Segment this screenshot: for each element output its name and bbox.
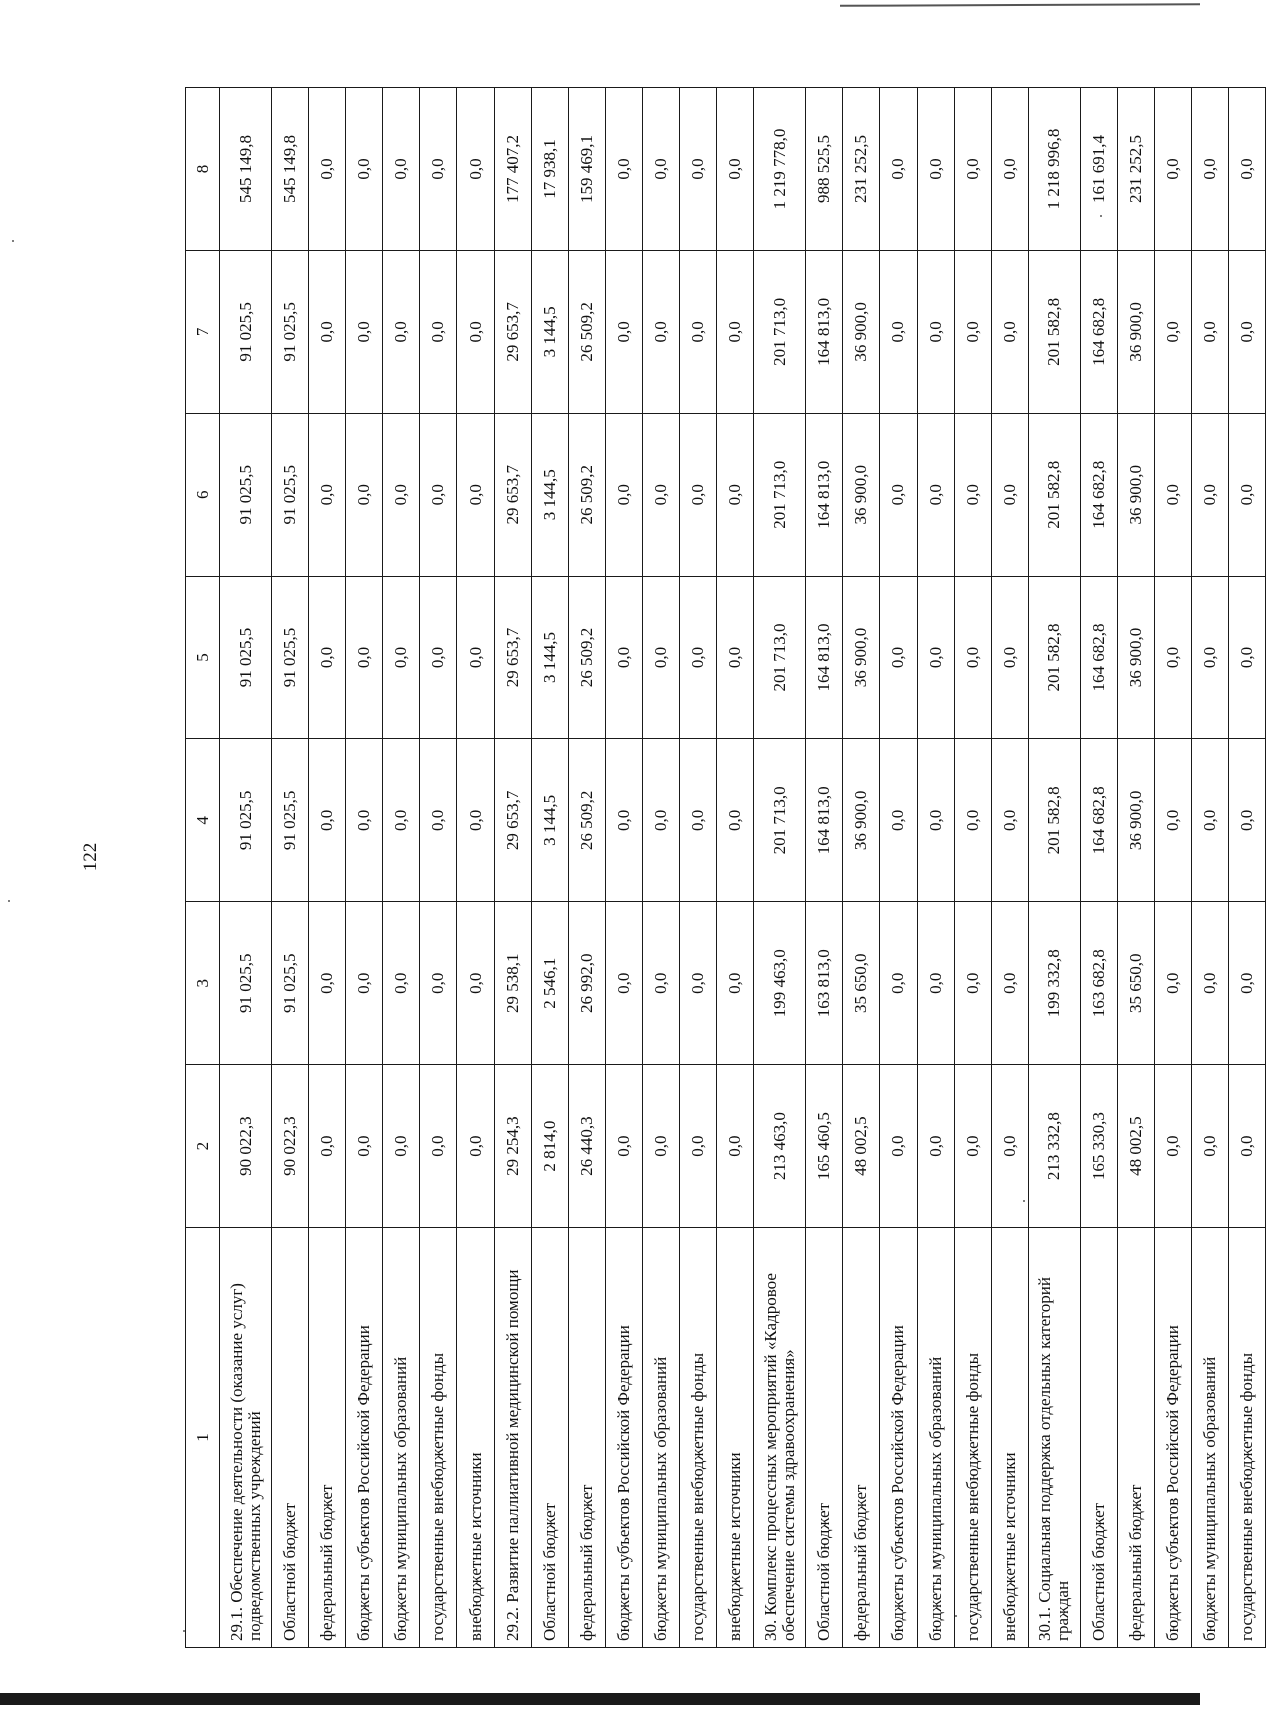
table-row [806,88,843,1648]
value-cell: 0,0 [1154,739,1191,902]
row-label: бюджеты субъектов Российской Федерации [1154,1228,1191,1648]
value-cell: 163 682,8 [1080,902,1117,1065]
value-cell: 0,0 [346,88,383,251]
value-cell: 3 144,5 [531,250,568,413]
table-row [420,88,457,1648]
value-cell: 35 650,0 [1117,902,1154,1065]
value-cell: 0,0 [880,250,917,413]
table-row [991,88,1028,1648]
row-label: внебюджетные источники [457,1228,494,1648]
value-cell: 0,0 [346,576,383,739]
value-cell: 164 682,8 [1080,250,1117,413]
value-cell: 0,0 [680,576,717,739]
value-cell: 0,0 [1192,739,1229,902]
value-cell: 91 025,5 [272,250,309,413]
value-cell: 0,0 [1154,576,1191,739]
row-label: Областной бюджет [1080,1228,1117,1648]
table-row [680,88,717,1648]
value-cell: 0,0 [1229,250,1266,413]
table-row [1154,88,1191,1648]
table-row [1028,88,1080,1648]
value-cell: 0,0 [642,739,679,902]
value-cell: 0,0 [717,739,754,902]
value-cell: 0,0 [880,1065,917,1228]
value-cell: 26 440,3 [568,1065,605,1228]
value-cell: 0,0 [917,1065,954,1228]
value-cell: 29 653,7 [494,576,531,739]
value-cell: 0,0 [383,1065,420,1228]
value-cell: 0,0 [954,902,991,1065]
value-cell: 0,0 [991,413,1028,576]
row-label: Областной бюджет [531,1228,568,1648]
row-label: федеральный бюджет [843,1228,880,1648]
value-cell: 161 691,4 [1080,88,1117,251]
table-row [880,88,917,1648]
value-cell: 0,0 [383,739,420,902]
row-label: 29.1. Обеспечение деятельности (оказание услуг) подведомственных учреждений [220,1228,272,1648]
value-cell: 0,0 [346,413,383,576]
value-cell: 90 022,3 [272,1065,309,1228]
value-cell: 0,0 [420,902,457,1065]
value-cell: 545 149,8 [272,88,309,251]
row-label: внебюджетные источники [991,1228,1028,1648]
row-label: федеральный бюджет [309,1228,346,1648]
value-cell: 164 682,8 [1080,739,1117,902]
value-cell: 0,0 [383,250,420,413]
value-cell: 0,0 [1229,1065,1266,1228]
value-cell: 0,0 [642,902,679,1065]
value-cell: 0,0 [1192,88,1229,251]
value-cell: 29 254,3 [494,1065,531,1228]
row-label: 29.2. Развитие паллиативной медицинской помощи [494,1228,531,1648]
value-cell: 177 407,2 [494,88,531,251]
value-cell: 165 330,3 [1080,1065,1117,1228]
value-cell: 3 144,5 [531,413,568,576]
value-cell: 0,0 [605,739,642,902]
value-cell: 0,0 [680,88,717,251]
value-cell: 36 900,0 [843,576,880,739]
row-label: 30. Комплекс процессных мероприятий «Кадровое обеспечение системы здравоохранения» [754,1228,806,1648]
table-row [605,88,642,1648]
value-cell: 91 025,5 [220,413,272,576]
value-cell: 0,0 [954,250,991,413]
value-cell: 0,0 [680,1065,717,1228]
value-cell: 0,0 [457,576,494,739]
value-cell: 0,0 [642,1065,679,1228]
value-cell: 0,0 [880,576,917,739]
table-row [494,88,531,1648]
value-cell: 0,0 [717,250,754,413]
value-cell: 199 463,0 [754,902,806,1065]
value-cell: 26 509,2 [568,413,605,576]
value-cell: 48 002,5 [843,1065,880,1228]
scan-speck [12,240,14,242]
value-cell: 0,0 [1192,576,1229,739]
value-cell: 201 582,8 [1028,413,1080,576]
value-cell: 0,0 [420,576,457,739]
value-cell: 0,0 [309,576,346,739]
value-cell: 0,0 [605,576,642,739]
value-cell: 0,0 [1192,1065,1229,1228]
value-cell: 201 713,0 [754,413,806,576]
row-label: государственные внебюджетные фонды [954,1228,991,1648]
value-cell: 0,0 [383,902,420,1065]
table-row [1192,88,1229,1648]
value-cell: 0,0 [457,902,494,1065]
value-cell: 0,0 [717,902,754,1065]
value-cell: 91 025,5 [272,576,309,739]
value-cell: 0,0 [954,88,991,251]
value-cell: 0,0 [880,413,917,576]
table-row [917,88,954,1648]
value-cell: 0,0 [954,576,991,739]
column-header-1: 1 [186,1228,220,1648]
column-header-4: 4 [186,739,220,902]
table-row [954,88,991,1648]
column-header-7: 7 [186,250,220,413]
value-cell: 0,0 [642,88,679,251]
value-cell: 201 713,0 [754,250,806,413]
value-cell: 0,0 [309,1065,346,1228]
value-cell: 91 025,5 [272,413,309,576]
value-cell: 3 144,5 [531,576,568,739]
value-cell: 2 814,0 [531,1065,568,1228]
value-cell: 164 813,0 [806,250,843,413]
value-cell: 29 538,1 [494,902,531,1065]
value-cell: 0,0 [1154,413,1191,576]
value-cell: 0,0 [680,902,717,1065]
value-cell: 91 025,5 [272,739,309,902]
value-cell: 0,0 [1192,413,1229,576]
table-row [754,88,806,1648]
value-cell: 91 025,5 [220,902,272,1065]
value-cell: 0,0 [420,413,457,576]
value-cell: 91 025,5 [220,739,272,902]
value-cell: 0,0 [309,88,346,251]
table-row [346,88,383,1648]
value-cell: 26 509,2 [568,576,605,739]
table-row [568,88,605,1648]
row-label: федеральный бюджет [1117,1228,1154,1648]
value-cell: 0,0 [880,739,917,902]
value-cell: 0,0 [346,1065,383,1228]
value-cell: 0,0 [917,902,954,1065]
value-cell: 0,0 [346,739,383,902]
value-cell: 164 813,0 [806,739,843,902]
value-cell: 0,0 [1154,88,1191,251]
scan-speck [8,900,10,902]
table-header-row [186,88,220,1648]
value-cell: 0,0 [991,1065,1028,1228]
table-body [220,88,1266,1648]
row-label: Областной бюджет [272,1228,309,1648]
table-row [717,88,754,1648]
value-cell: 213 463,0 [754,1065,806,1228]
value-cell: 0,0 [717,1065,754,1228]
value-cell: 0,0 [954,1065,991,1228]
value-cell: 0,0 [917,88,954,251]
value-cell: 26 509,2 [568,739,605,902]
column-header-2: 2 [186,1065,220,1228]
table-row [642,88,679,1648]
value-cell: 545 149,8 [220,88,272,251]
value-cell: 90 022,3 [220,1065,272,1228]
value-cell: 199 332,8 [1028,902,1080,1065]
table-row [1229,88,1266,1648]
value-cell: 0,0 [1154,1065,1191,1228]
value-cell: 0,0 [457,739,494,902]
value-cell: 201 713,0 [754,739,806,902]
value-cell: 164 813,0 [806,576,843,739]
value-cell: 2 546,1 [531,902,568,1065]
value-cell: 213 332,8 [1028,1065,1080,1228]
value-cell: 159 469,1 [568,88,605,251]
value-cell: 201 713,0 [754,576,806,739]
value-cell: 3 144,5 [531,739,568,902]
row-label: бюджеты муниципальных образований [1192,1228,1229,1648]
value-cell: 0,0 [605,902,642,1065]
value-cell: 231 252,5 [1117,88,1154,251]
value-cell: 0,0 [917,413,954,576]
value-cell: 0,0 [420,88,457,251]
value-cell: 48 002,5 [1117,1065,1154,1228]
value-cell: 0,0 [1192,902,1229,1065]
row-label: бюджеты муниципальных образований [642,1228,679,1648]
value-cell: 0,0 [1229,88,1266,251]
table-row [531,88,568,1648]
row-label: бюджеты субъектов Российской Федерации [346,1228,383,1648]
value-cell: 0,0 [1154,902,1191,1065]
value-cell: 36 900,0 [1117,250,1154,413]
value-cell: 0,0 [420,250,457,413]
value-cell: 0,0 [383,88,420,251]
value-cell: 0,0 [346,250,383,413]
value-cell: 0,0 [383,576,420,739]
value-cell: 0,0 [1192,250,1229,413]
value-cell: 0,0 [917,739,954,902]
row-label: федеральный бюджет [568,1228,605,1648]
row-label: государственные внебюджетные фонды [680,1228,717,1648]
value-cell: 0,0 [420,739,457,902]
value-cell: 0,0 [346,902,383,1065]
value-cell: 26 509,2 [568,250,605,413]
value-cell: 0,0 [1229,413,1266,576]
row-label: бюджеты муниципальных образований [917,1228,954,1648]
value-cell: 29 653,7 [494,739,531,902]
value-cell: 0,0 [309,739,346,902]
value-cell: 17 938,1 [531,88,568,251]
value-cell: 0,0 [605,250,642,413]
table-row [457,88,494,1648]
value-cell: 0,0 [991,902,1028,1065]
value-cell: 91 025,5 [220,250,272,413]
value-cell: 163 813,0 [806,902,843,1065]
value-cell: 0,0 [917,576,954,739]
value-cell: 36 900,0 [843,739,880,902]
row-label: государственные внебюджетные фонды [1229,1228,1266,1648]
value-cell: 0,0 [1154,250,1191,413]
value-cell: 1 219 778,0 [754,88,806,251]
value-cell: 201 582,8 [1028,576,1080,739]
table-row [220,88,272,1648]
value-cell: 29 653,7 [494,413,531,576]
value-cell: 0,0 [1229,739,1266,902]
value-cell: 0,0 [457,1065,494,1228]
value-cell: 36 900,0 [1117,576,1154,739]
value-cell: 0,0 [717,88,754,251]
table-row [383,88,420,1648]
row-label: Областной бюджет [806,1228,843,1648]
column-header-3: 3 [186,902,220,1065]
page-number: 122 [80,842,101,872]
value-cell: 1 218 996,8 [1028,88,1080,251]
value-cell: 0,0 [642,576,679,739]
value-cell: 164 682,8 [1080,413,1117,576]
row-label: государственные внебюджетные фонды [420,1228,457,1648]
value-cell: 36 900,0 [843,413,880,576]
value-cell: 36 900,0 [1117,413,1154,576]
value-cell: 0,0 [991,739,1028,902]
value-cell: 35 650,0 [843,902,880,1065]
table-row [309,88,346,1648]
scan-edge-band [0,1693,1200,1705]
row-label: 30.1. Социальная поддержка отдельных категорий граждан [1028,1228,1080,1648]
value-cell: 165 460,5 [806,1065,843,1228]
value-cell: 0,0 [954,739,991,902]
table-row [1080,88,1117,1648]
table-row [272,88,309,1648]
value-cell: 0,0 [309,413,346,576]
value-cell: 26 992,0 [568,902,605,1065]
value-cell: 0,0 [991,250,1028,413]
value-cell: 0,0 [1229,576,1266,739]
value-cell: 0,0 [680,739,717,902]
value-cell: 0,0 [457,413,494,576]
value-cell: 36 900,0 [843,250,880,413]
budget-table [185,87,1266,1648]
value-cell: 0,0 [680,250,717,413]
table-row [1117,88,1154,1648]
value-cell: 0,0 [605,1065,642,1228]
value-cell: 29 653,7 [494,250,531,413]
rotated-table-container [185,88,1265,1648]
value-cell: 0,0 [880,88,917,251]
value-cell: 0,0 [880,902,917,1065]
table-row [843,88,880,1648]
value-cell: 0,0 [717,413,754,576]
value-cell: 0,0 [605,88,642,251]
value-cell: 0,0 [642,413,679,576]
value-cell: 0,0 [457,250,494,413]
column-header-8: 8 [186,88,220,251]
value-cell: 0,0 [954,413,991,576]
value-cell: 0,0 [457,88,494,251]
column-header-6: 6 [186,413,220,576]
value-cell: 0,0 [309,902,346,1065]
value-cell: 0,0 [605,413,642,576]
value-cell: 0,0 [383,413,420,576]
column-header-5: 5 [186,576,220,739]
value-cell: 164 813,0 [806,413,843,576]
value-cell: 231 252,5 [843,88,880,251]
value-cell: 0,0 [420,1065,457,1228]
value-cell: 988 525,5 [806,88,843,251]
value-cell: 91 025,5 [272,902,309,1065]
row-label: бюджеты муниципальных образований [383,1228,420,1648]
row-label: бюджеты субъектов Российской Федерации [605,1228,642,1648]
value-cell: 0,0 [991,88,1028,251]
value-cell: 0,0 [991,576,1028,739]
value-cell: 0,0 [917,250,954,413]
row-label: внебюджетные источники [717,1228,754,1648]
value-cell: 0,0 [680,413,717,576]
value-cell: 0,0 [642,250,679,413]
value-cell: 0,0 [309,250,346,413]
scan-edge-line [840,3,1200,7]
row-label: бюджеты субъектов Российской Федерации [880,1228,917,1648]
value-cell: 164 682,8 [1080,576,1117,739]
value-cell: 201 582,8 [1028,739,1080,902]
value-cell: 36 900,0 [1117,739,1154,902]
value-cell: 0,0 [1229,902,1266,1065]
value-cell: 91 025,5 [220,576,272,739]
value-cell: 201 582,8 [1028,250,1080,413]
value-cell: 0,0 [717,576,754,739]
